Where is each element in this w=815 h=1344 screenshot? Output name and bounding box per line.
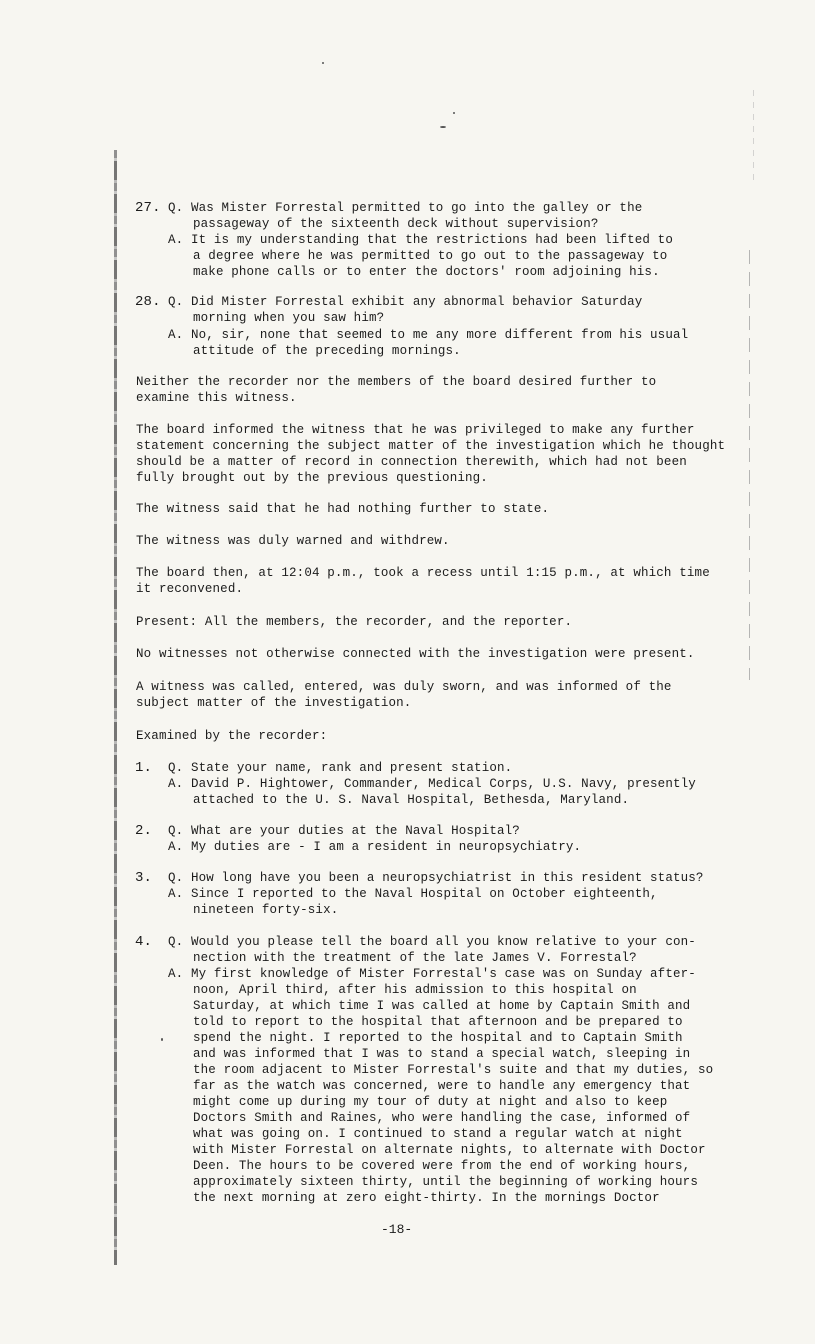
qa-3-question-line: Q. How long have you been a neuropsychiatrist in this resident status?	[168, 871, 704, 885]
qa-28-number: 28.	[135, 294, 161, 310]
qa-2-question-line: Q. What are your duties at the Naval Hospital?	[168, 824, 520, 838]
qa-27-question-line: Q. Was Mister Forrestal permitted to go into the galley or the	[168, 201, 643, 215]
qa-4-answer-line: the next morning at zero eight-thirty. In the mornings Doctor	[193, 1191, 660, 1205]
qa-1-answer-line: attached to the U. S. Naval Hospital, Bethesda, Maryland.	[193, 793, 630, 807]
qa-1-number: 1.	[135, 760, 153, 776]
qa-4-question-line: nection with the treatment of the late James V. Forrestal?	[193, 951, 637, 965]
qa-27-answer-line: make phone calls or to enter the doctors' room adjoining his.	[193, 265, 660, 279]
para-examined: Examined by the recorder:	[136, 729, 328, 743]
qa-28-question-line: Q. Did Mister Forrestal exhibit any abnormal behavior Saturday	[168, 295, 643, 309]
qa-4-answer-line: what was going on. I continued to stand a regular watch at night	[193, 1127, 683, 1141]
qa-4-answer-line: Doctors Smith and Raines, who were handling the case, informed of	[193, 1111, 691, 1125]
speck	[161, 1038, 163, 1041]
qa-3-answer-line: nineteen forty-six.	[193, 903, 339, 917]
qa-4-answer-line: far as the watch was concerned, were to handle any emergency that	[193, 1079, 691, 1093]
qa-2-answer-line: A. My duties are - I am a resident in neuropsychiatry.	[168, 840, 582, 854]
qa-4-answer-line: might come up during my tour of duty at night and also to keep	[193, 1095, 668, 1109]
qa-1-question-line: Q. State your name, rank and present station.	[168, 761, 513, 775]
speck	[322, 62, 324, 64]
qa-4-answer-line: the room adjacent to Mister Forrestal's suite and that my duties, so	[193, 1063, 714, 1077]
speck	[440, 126, 446, 128]
page-number: -18-	[381, 1222, 413, 1237]
qa-4-answer-line: spend the night. I reported to the hospital and to Captain Smith	[193, 1031, 683, 1045]
para-board-line: The board informed the witness that he was privileged to make any further	[136, 423, 695, 437]
right-margin-mark	[749, 250, 750, 680]
qa-4-answer-line: A. My first knowledge of Mister Forrestal's case was on Sunday after-	[168, 967, 696, 981]
qa-4-answer-line: Saturday, at which time I was called at home by Captain Smith and	[193, 999, 691, 1013]
qa-28-question-line: morning when you saw him?	[193, 311, 385, 325]
qa-4-answer-line: Deen. The hours to be covered were from the end of working hours,	[193, 1159, 691, 1173]
para-neither-line: examine this witness.	[136, 391, 297, 405]
qa-28-answer-line: A. No, sir, none that seemed to me any more different from his usual	[168, 328, 689, 342]
qa-3-number: 3.	[135, 870, 153, 886]
qa-4-answer-line: noon, April third, after his admission to this hospital on	[193, 983, 637, 997]
qa-4-question-line: Q. Would you please tell the board all you know relative to your con-	[168, 935, 696, 949]
para-neither-line: Neither the recorder nor the members of the board desired further to	[136, 375, 657, 389]
para-warned: The witness was duly warned and withdrew.	[136, 534, 450, 548]
para-board-line: should be a matter of record in connection therewith, which had not been	[136, 455, 687, 469]
qa-4-answer-line: approximately sixteen thirty, until the beginning of working hours	[193, 1175, 698, 1189]
qa-27-answer-line: A. It is my understanding that the restrictions had been lifted to	[168, 233, 673, 247]
para-present: Present: All the members, the recorder, and the reporter.	[136, 615, 573, 629]
qa-28-answer-line: attitude of the preceding mornings.	[193, 344, 461, 358]
para-board-line: statement concerning the subject matter of the investigation which he thought	[136, 439, 726, 453]
qa-4-answer-line: told to report to the hospital that afternoon and be prepared to	[193, 1015, 683, 1029]
qa-1-answer-line: A. David P. Hightower, Commander, Medical Corps, U.S. Navy, presently	[168, 777, 696, 791]
para-no-witnesses: No witnesses not otherwise connected with the investigation were present.	[136, 647, 695, 661]
qa-27-question-line: passageway of the sixteenth deck without supervision?	[193, 217, 599, 231]
binding-edge	[114, 150, 117, 1265]
qa-27-number: 27.	[135, 200, 161, 216]
qa-4-answer-line: with Mister Forrestal on alternate nights, to alternate with Doctor	[193, 1143, 706, 1157]
qa-4-answer-line: and was informed that I was to stand a special watch, sleeping in	[193, 1047, 691, 1061]
para-called-line: A witness was called, entered, was duly sworn, and was informed of the	[136, 680, 672, 694]
right-margin-mark-upper	[753, 90, 754, 180]
para-board-line: fully brought out by the previous questioning.	[136, 471, 488, 485]
qa-4-number: 4.	[135, 934, 153, 950]
para-called-line: subject matter of the investigation.	[136, 696, 412, 710]
para-recess-line: The board then, at 12:04 p.m., took a recess until 1:15 p.m., at which time	[136, 566, 710, 580]
qa-2-number: 2.	[135, 823, 153, 839]
para-recess-line: it reconvened.	[136, 582, 244, 596]
speck	[453, 112, 455, 114]
para-nothing: The witness said that he had nothing further to state.	[136, 502, 550, 516]
qa-3-answer-line: A. Since I reported to the Naval Hospital on October eighteenth,	[168, 887, 658, 901]
qa-27-answer-line: a degree where he was permitted to go out to the passageway to	[193, 249, 668, 263]
